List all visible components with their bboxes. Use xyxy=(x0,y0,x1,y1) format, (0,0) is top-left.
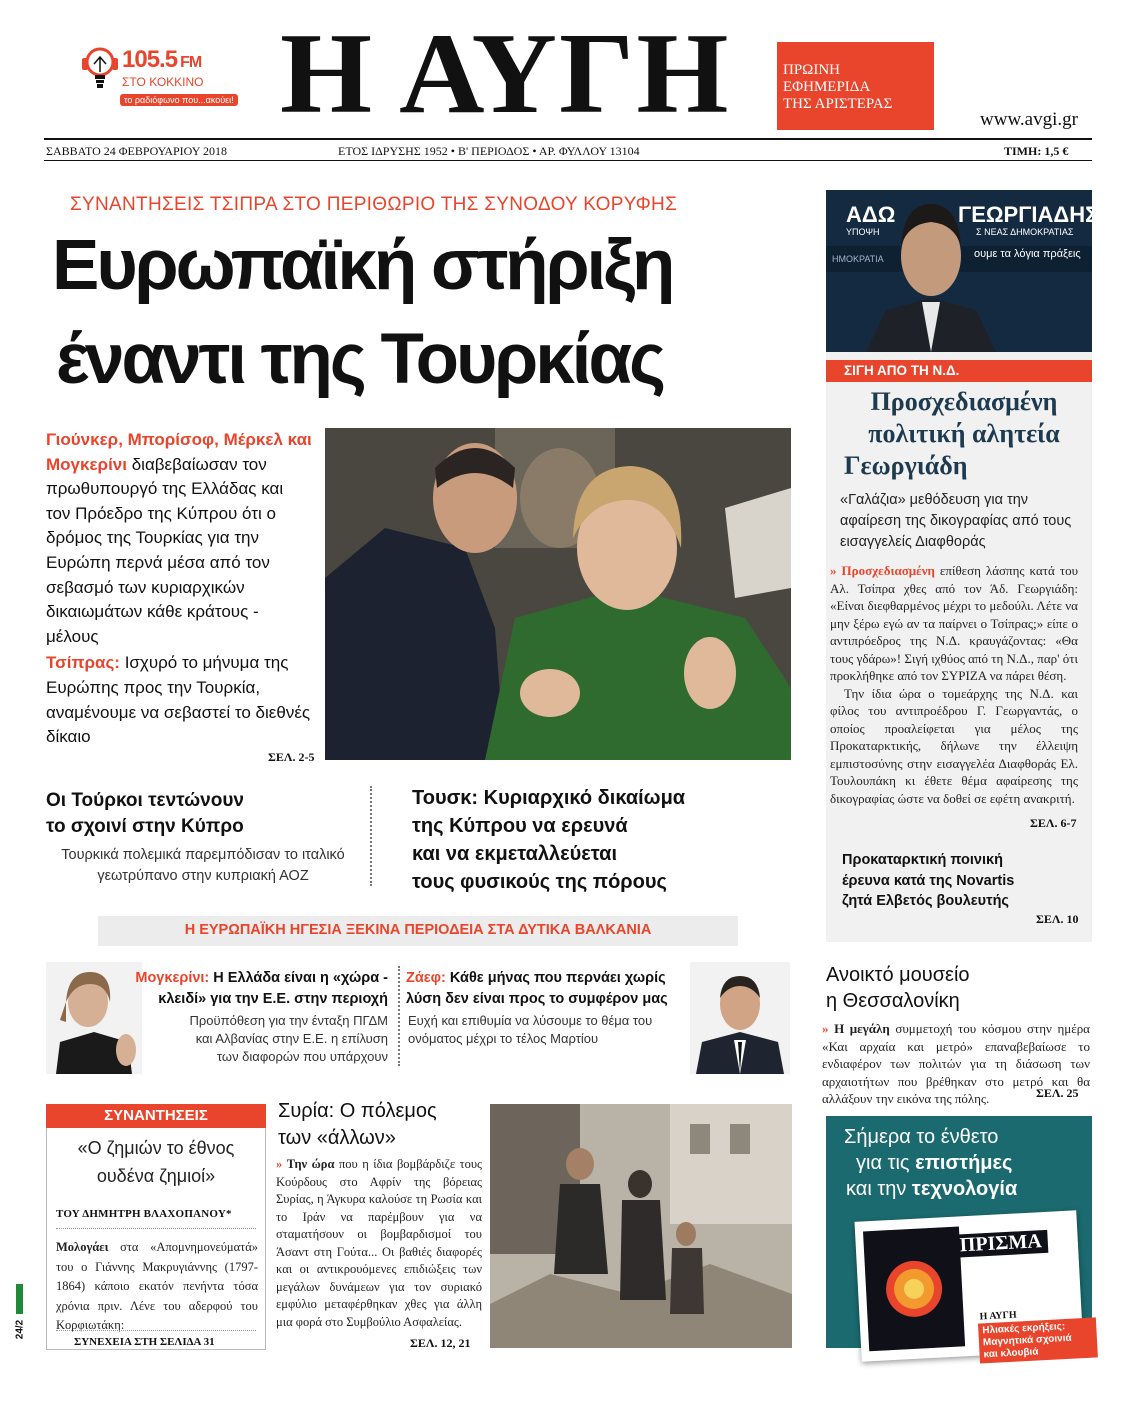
tusk-line-3: και να εκμεταλλεύεται xyxy=(412,843,617,865)
sticker-line-2: Μαγνητικά σχοινιά xyxy=(982,1332,1072,1349)
issue-date: ΣΑΒΒΑΤΟ 24 ΦΕΒΡΟΥΑΡΙΟΥ 2018 xyxy=(46,144,227,158)
museum-body-text: συμμετοχή του κόσμου στην ημέρα «Και αρχαία και μετρό» επαναβεβαίωσε το ενδιαφέρον των πολιτών για τη διάσωση των αρχαιοτήτων που βρέθηκαν στο μετρό και θα αλλάξουν την εικόνα της πόλης. xyxy=(822,1021,1090,1106)
syria-headline-2: των «άλλων» xyxy=(278,1127,396,1149)
zaev-label: Ζάεφ: xyxy=(406,970,446,986)
lead-headline-line-1: Ευρωπαϊκή στήριξη xyxy=(52,226,673,305)
magazine-art xyxy=(863,1226,965,1351)
tagline-box xyxy=(777,42,934,130)
syria-body-text: που η ίδια βομβάρδιζε τους Κούρδους στο Αφρίν της βόρειας Συρίας, η Άγκυρα καλούσε τη Ρωσία και το Ιράν να παρέμβουν για να σταματήσουν οι βομβαρδισμοί του Άσαντ στη Γούτα... Οι βαθιές διαφορές και οι αντικρουόμενες επιδιώξεις των μεγάλων δυνάμεων για τον συριακό εμφύλιο μεταφέρθηκαν χθες για άλλη μια φορά στο Συμβούλιο Ασφαλείας. xyxy=(276,1157,483,1329)
museum-headline-1: Ανοικτό μουσείο xyxy=(826,964,970,986)
syria-photo xyxy=(490,1104,792,1348)
mogherini-head-1: Η Ελλάδα είναι η «χώρα - xyxy=(213,970,388,986)
novartis-line-2: έρευνα κατά της Novartis xyxy=(842,872,1015,889)
georgiadis-page-ref[interactable]: ΣΕΛ. 6-7 xyxy=(1030,816,1077,830)
syria-headline xyxy=(278,1098,437,1152)
novartis-page-ref[interactable]: ΣΕΛ. 10 xyxy=(1036,912,1079,926)
sticker-line-1: Ηλιακές εκρήξεις: xyxy=(982,1321,1066,1337)
zaev-head-2: λύση δεν είναι προς το συμφέρον μας xyxy=(406,991,668,1007)
promo-line-2 xyxy=(856,1152,1012,1175)
museum-lead-word: Η μεγάλη xyxy=(834,1021,890,1036)
mogherini-head-2: κλειδί» για την Ε.Ε. στην περιοχή xyxy=(158,991,388,1007)
meetings-body-text: στα «Απομνημονεύματά» του ο Γιάννης Μακρυγιάννης (1797- 1864) κάποιο εκατόν πενήντα τόσα χρόνια πριν. Λένε του αδερφού του Κορφιωτάκη: xyxy=(56,1240,259,1332)
georgiadis-lead-word: Προσχεδιασμένη xyxy=(841,563,935,578)
georgiadis-kicker: ΣΙΓΗ ΑΠΟ ΤΗ Ν.Δ. xyxy=(844,363,960,378)
poster-name-first: ΑΔΩ xyxy=(846,202,896,227)
balkans-banner-text: Η ΕΥΡΩΠΑΪΚΗ ΗΓΕΣΙΑ ΞΕΚΙΝΑ ΠΕΡΙΟΔΕΙΑ ΣΤΑ ΔΥΤΙΚΑ ΒΑΛΚΑΝΙΑ xyxy=(184,922,652,938)
promo-line-1: Σήμερα το ένθετο xyxy=(844,1126,999,1148)
museum-headline xyxy=(826,962,970,1014)
issue-info: ΕΤΟΣ ΙΔΡΥΣΗΣ 1952 • Β' ΠΕΡΙΟΔΟΣ • ΑΡ. ΦΥΛΛΟΥ 13104 xyxy=(338,144,640,158)
balkans-separator xyxy=(398,966,400,1066)
georgiadis-body-1: επίθεση λάσπης κατά του Αλ. Τσίπρα χθες από τον Άδ. Γεωργιάδη: «Είναι διεφθαρμένος μέχρι το μεδούλι. Λέτε να μην ξέρω εγώ αν τα παίρνει ο Τσίπρας;» είπε ο αντιπρόεδρος της Ν.Δ. κραυγάζοντας: «Θα τους γδάρω»! Σιγή ιχθύος από τη Ν.Δ., παρ' ότι προκλήθηκε από τον ΣΥΡΙΖΑ να πάρει θέση. xyxy=(830,563,1078,683)
lightbulb-headphones-icon xyxy=(78,42,122,94)
mogherini-label: Μογκερίνι: xyxy=(135,970,210,986)
price: ΤΙΜΗ: 1,5 € xyxy=(1004,144,1069,158)
cyprus-headline xyxy=(46,788,244,840)
promo-line-2-a: για τις xyxy=(856,1152,910,1174)
website[interactable]: www.avgi.gr xyxy=(980,109,1078,130)
zaev-head-1: Κάθε μήνας που περνάει χωρίς xyxy=(449,970,666,986)
masthead-rule xyxy=(44,138,1092,140)
meetings-byline: ΤΟΥ ΔΗΜΗΤΡΗ ΒΛΑΧΟΠΑΝΟΥ* xyxy=(56,1208,232,1220)
tusk-line-2: της Κύπρου να ερευνά xyxy=(412,815,628,837)
radio-logo xyxy=(78,42,248,114)
meetings-quote xyxy=(46,1134,266,1190)
promo-line-3-a: και την xyxy=(846,1178,907,1200)
georgiadis-photo xyxy=(826,190,1099,352)
poster-party: Σ ΝΕΑΣ ΔΗΜΟΚΡΑΤΙΑΣ xyxy=(976,227,1074,237)
zaev-image xyxy=(690,962,790,1074)
novartis-line-3: ζητά Ελβετός βουλευτής xyxy=(842,893,1009,909)
tusk-line-4: τους φυσικούς της πόρους xyxy=(412,871,667,893)
museum-headline-2: η Θεσσαλονίκη xyxy=(826,990,960,1012)
sticker-line-3: και κλουβιά xyxy=(983,1346,1039,1361)
magazine-cover[interactable] xyxy=(854,1210,1083,1361)
tagline-line-2: ΕΦΗΜΕΡΙΔΑ xyxy=(783,79,871,95)
promo-line-2-b: επιστήμες xyxy=(915,1152,1013,1174)
radio-station: ΣΤΟ ΚΟΚΚΙΝΟ xyxy=(122,75,204,89)
georgiadis-body: » Προσχεδιασμένη επίθεση λάσπης κατά του Αλ. Τσίπρα χθες από τον Άδ. Γεωργιάδη: «Είναι διεφθαρμένος μέχρι το μεδούλι. Λέτε να μην ξέρω εγώ αν τα παίρνει ο Τσίπρας;» είπε ο αντιπρόεδρος της Ν.Δ. κραυγάζοντας: «Θα τους γδάρω»! Σιγή ιχθύος από τη Ν.Δ., παρ' ότι προκλήθηκε από τον ΣΥΡΙΖΑ να πάρει θέση. Την ίδια ώρα ο τομεάρχης της Ν.Δ. και φίλος του αντιπροέδρου Γ. Γεωργαντάς, ο οποίος προαλείφεται για μέλος της Προκαταρκτικής, δήλωνε την έλλειψη εμπιστοσύνης στην εισαγγελέα Διαφθοράς Ελ. Τουλουπάκη κι έθετε θέμα αφαίρεσης της δικογραφίας ώστε να δοθεί σε εφέτη ανακριτή. xyxy=(830,563,1078,806)
meetings-label: ΣΥΝΑΝΤΗΣΕΙΣ xyxy=(104,1107,208,1124)
syria-headline-1: Συρία: Ο πόλεμος xyxy=(278,1100,437,1122)
novartis-line-1: Προκαταρκτική ποινική xyxy=(842,852,1003,868)
syria-image xyxy=(490,1104,792,1348)
lead-headline-line-2: έναντι της Τουρκίας xyxy=(56,320,664,399)
radio-slogan: το ραδιόφωνο που...ακούει! xyxy=(120,94,238,106)
georgiadis-headline xyxy=(844,386,1084,482)
sun-icon xyxy=(863,1226,965,1351)
tsipras-merkel-image xyxy=(325,428,791,760)
meetings-body xyxy=(56,1238,258,1336)
edge-bar xyxy=(16,1284,23,1314)
mogherini-text: Προϋπόθεση για την ένταξη ΠΓΔΜ και Αλβανίας στην Ε.Ε. η επίλυση των διαφορών που υπάρχουν xyxy=(189,1013,388,1064)
poster-slogan: ουμε τα λόγια πράξεις xyxy=(974,248,1081,260)
tsipras-quote: Ισχυρό το μήνυμα της Ευρώπης προς την Τουρκία, αναμένουμε να σεβαστεί το διεθνές δίκαιο xyxy=(46,653,311,747)
meetings-continued[interactable]: ΣΥΝΕΧΕΙΑ ΣΤΗ ΣΕΛΙΔΑ 31 xyxy=(74,1336,215,1348)
edge-date: 24/2 xyxy=(14,1319,26,1340)
tsipras-quote-label: Τσίπρας: xyxy=(46,653,120,673)
cyprus-headline-line-1: Οι Τούρκοι τεντώνουν xyxy=(46,790,244,811)
tusk-headline xyxy=(412,784,685,896)
novartis-headline xyxy=(842,850,1014,912)
syria-lead-word: Την ώρα xyxy=(286,1157,335,1171)
georgiadis-headline-3: Γεωργιάδη xyxy=(844,451,968,480)
zaev-text: Ευχή και επιθυμία να λύσουμε το θέμα του ονόματος μέχρι το τέλος Μαρτίου xyxy=(408,1013,653,1046)
georgiadis-headline-1: Προσχεδιασμένη xyxy=(870,387,1058,416)
lead-kicker: ΣΥΝΑΝΤΗΣΕΙΣ ΤΣΙΠΡΑ ΣΤΟ ΠΕΡΙΘΩΡΙΟ ΤΗΣ ΣΥΝΟΔΟΥ ΚΟΡΥΦΗΣ xyxy=(70,194,678,215)
radio-frequency: 105.5 xyxy=(122,46,178,73)
meetings-quote-2: ουδένα ζημιοί» xyxy=(96,1166,216,1186)
zaev-photo xyxy=(690,962,790,1074)
georgiadis-sub: «Γαλάζια» μεθόδευση για την αφαίρεση της δικογραφίας από τους εισαγγελείς Διαφθοράς xyxy=(840,492,1072,550)
promo-line-3 xyxy=(846,1178,1017,1201)
tsipras-merkel-photo xyxy=(325,428,791,760)
cyprus-separator xyxy=(370,786,372,886)
mogherini-headline xyxy=(118,968,388,1010)
promo-box xyxy=(826,1116,1092,1361)
tagline-line-1: ΠΡΩΙΝΗ xyxy=(783,62,840,78)
magazine-brand: Η ΑΥΓΗ xyxy=(979,1309,1017,1323)
promo-line-3-b: τεχνολογία xyxy=(911,1178,1018,1200)
magazine-sticker xyxy=(978,1317,1098,1363)
lead-text: διαβεβαίωσαν τον πρωθυπουργό της Ελλάδας και τον Πρόεδρο της Κύπρου ότι ο δρόμος της Τουρκίας για την Ευρώπη περνά μέσα από τον σεβασμό των κυριαρχικών δικαιωμάτων κάθε κράτους - μέλους xyxy=(46,454,284,646)
syria-page-ref[interactable]: ΣΕΛ. 12, 21 xyxy=(410,1336,471,1350)
radio-fm: FM xyxy=(180,54,202,71)
tagline-line-3: ΤΗΣ ΑΡΙΣΤΕΡΑΣ xyxy=(783,96,893,112)
poster-name-last: ΓΕΩΡΓΙΑΔΗΣ xyxy=(958,202,1099,227)
magazine-title: ΠΡΙΣΜΑ xyxy=(953,1230,1048,1258)
poster-democracy: ΗΜΟΚΡΑΤΙΑ xyxy=(832,254,884,264)
museum-body: » Η μεγάλη συμμετοχή του κόσμου στην ημέρα «Και αρχαία και μετρό» επαναβεβαίωσε το ενδιαφέρον των πολιτών για τη διάσωση των αρχαιοτήτων που βρέθηκαν στο μετρό και θα αλλάξουν την εικόνα της πόλης. xyxy=(822,1021,1090,1106)
zaev-headline xyxy=(406,968,726,1010)
meetings-lead-word: Μολογάει xyxy=(56,1240,109,1254)
georgiadis-headline-2: πολιτική αλητεία xyxy=(868,419,1060,448)
lead-red-names: Γιούνκερ, Μπορίσοφ, Μέρκελ και Μογκερίνι xyxy=(46,430,312,474)
meetings-quote-1: «Ο ζημιών το έθνος xyxy=(77,1138,235,1158)
cyprus-headline-line-2: το σχοινί στην Κύπρο xyxy=(46,816,244,837)
lead-text-block xyxy=(46,428,312,750)
tusk-line-1: Τουσκ: Κυριαρχικό δικαίωμα xyxy=(412,787,686,809)
masthead-title: Η ΑΥΓΗ xyxy=(280,10,731,138)
lead-page-ref[interactable]: ΣΕΛ. 2-5 xyxy=(268,750,315,764)
georgiadis-body-2: Την ίδια ώρα ο τομεάρχης της Ν.Δ. και φίλος του αντιπροέδρου Γ. Γεωργαντάς, ο οποίος προαλείφεται για μέλος της Προκαταρκτικής, δήλωνε την έλλειψη εμπιστοσύνης στην εισαγγελέα Διαφθοράς Ελ. Τουλουπάκη κι έθετε θέμα αφαίρεσης της δικογραφίας ώστε να δοθεί σε εφέτη ανακριτή. xyxy=(830,685,1078,806)
meetings-byline-rule xyxy=(56,1228,256,1229)
museum-page-ref[interactable]: ΣΕΛ. 25 xyxy=(1036,1086,1079,1100)
poster-candidate: ΥΠΟΨΗ xyxy=(846,227,880,237)
meetings-continued-rule xyxy=(56,1330,256,1331)
syria-body: » Την ώρα που η ίδια βομβάρδιζε τους Κούρδους στο Αφρίν της βόρειας Συρίας, η Άγκυρα καλούσε τη Ρωσία και το Ιράν να παρέμβουν για να σταματήσουν οι βομβαρδισμοί του Άσαντ στη Γούτα... Οι βαθιές διαφορές και οι αντικρουόμενες επιδιώξεις των μεγάλων δυνάμεων για τον συριακό εμφύλιο μεταφέρθηκαν χθες για άλλη μια φορά στο Συμβούλιο Ασφαλείας. xyxy=(276,1157,483,1329)
date-rule xyxy=(44,160,1092,161)
cyprus-text: Τουρκικά πολεμικά παρεμπόδισαν το ιταλικό γεωτρύπανο στην κυπριακή ΑΟΖ xyxy=(61,847,345,884)
